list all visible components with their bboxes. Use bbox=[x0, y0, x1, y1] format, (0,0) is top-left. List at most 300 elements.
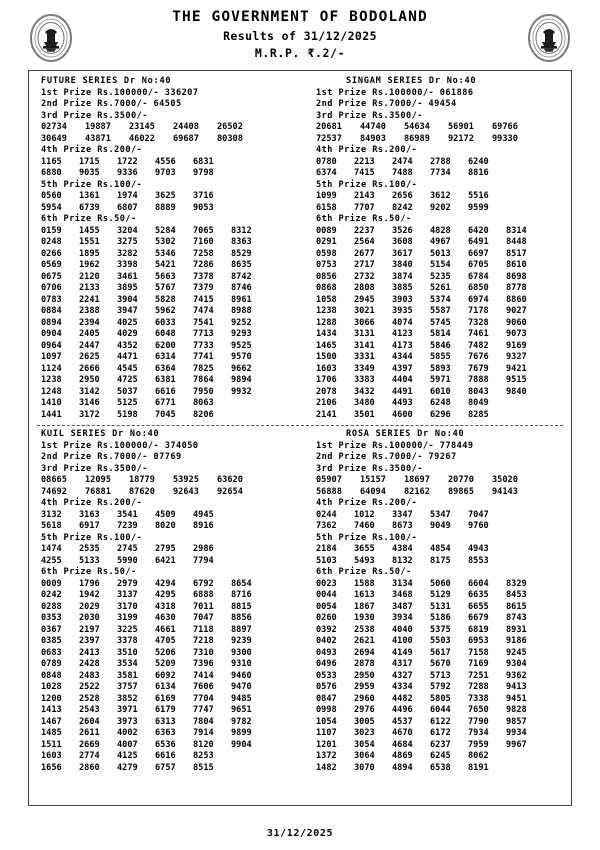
prize-5-line: 5th Prize Rs.100/- bbox=[316, 532, 418, 543]
ticket-number: 8175 bbox=[430, 555, 451, 566]
ticket-number: 5516 bbox=[468, 191, 489, 201]
ticket-number: 6248 bbox=[430, 398, 451, 408]
ticket-number: 7169 bbox=[468, 659, 489, 669]
ticket-number: 0998 bbox=[316, 705, 337, 715]
ticket-number: 8043 bbox=[468, 386, 489, 397]
ticket-number: 6048 bbox=[155, 329, 176, 339]
ticket-number: 3432 bbox=[354, 386, 375, 397]
ticket-number: 76881 bbox=[85, 486, 111, 497]
ticket-number-row bbox=[41, 203, 300, 215]
ticket-number: 4327 bbox=[392, 670, 413, 681]
ticket-number: 23145 bbox=[129, 122, 155, 132]
ticket-number: 3480 bbox=[354, 398, 375, 408]
ticket-number: 4074 bbox=[392, 317, 413, 328]
ticket-number: 6237 bbox=[430, 739, 451, 750]
ticket-number: 3066 bbox=[354, 317, 375, 328]
ticket-number-row bbox=[41, 602, 300, 614]
ticket-number: 8063 bbox=[193, 398, 214, 408]
ticket-number-row bbox=[316, 191, 567, 203]
ticket-number: 6134 bbox=[155, 682, 176, 692]
ticket-number: 0266 bbox=[41, 248, 62, 259]
ticket-number: 2543 bbox=[79, 705, 100, 715]
ticket-number-row bbox=[41, 636, 300, 648]
ticket-number: 3541 bbox=[117, 509, 138, 520]
results-half-top bbox=[33, 76, 567, 421]
ticket-number: 9310 bbox=[231, 659, 252, 669]
ticket-number: 1588 bbox=[354, 578, 375, 589]
ticket-number: 5493 bbox=[354, 555, 375, 566]
ticket-number: 0848 bbox=[41, 670, 62, 681]
ticket-number: 5206 bbox=[155, 647, 176, 658]
ticket-number: 8529 bbox=[231, 248, 252, 259]
ticket-number: 6880 bbox=[41, 168, 62, 178]
prize-3-line: 3rd Prize Rs.3500/- bbox=[316, 463, 423, 474]
ticket-number: 4828 bbox=[430, 225, 451, 236]
ticket-number-row bbox=[316, 694, 567, 706]
ticket-number: 0789 bbox=[41, 659, 62, 669]
ticket-number: 6172 bbox=[430, 728, 451, 738]
ticket-number: 7676 bbox=[468, 352, 489, 362]
prize-1-line: 1st Prize Rs.100000/- 374050 bbox=[41, 440, 199, 451]
ticket-number: 9451 bbox=[506, 693, 527, 704]
ticket-number: 9300 bbox=[231, 647, 252, 658]
ticket-number: 8961 bbox=[231, 294, 252, 305]
national-emblem-icon-left bbox=[28, 12, 74, 64]
ticket-number: 1165 bbox=[41, 156, 62, 167]
ticket-number-row bbox=[41, 659, 300, 671]
ticket-number: 0964 bbox=[41, 340, 62, 351]
ticket-number: 5421 bbox=[155, 260, 176, 270]
ticket-number-row bbox=[316, 521, 567, 533]
ticket-number: 0675 bbox=[41, 271, 62, 282]
ticket-number: 6245 bbox=[430, 751, 451, 761]
ticket-number: 64094 bbox=[360, 486, 386, 497]
ticket-number: 2388 bbox=[79, 306, 100, 316]
ticket-number: 5792 bbox=[430, 682, 451, 692]
ticket-number: 8049 bbox=[468, 398, 489, 408]
ticket-number-row bbox=[41, 590, 300, 602]
ticket-number-row bbox=[316, 272, 567, 284]
ticket-number: 0847 bbox=[316, 693, 337, 704]
prize-1-line: 1st Prize Rs.100000/- 778449 bbox=[316, 440, 474, 451]
prize-5-line: 5th Prize Rs.100/- bbox=[316, 179, 418, 190]
ticket-number: 1124 bbox=[41, 363, 62, 374]
ticket-number: 2241 bbox=[79, 294, 100, 305]
ticket-number-row bbox=[41, 306, 300, 318]
ticket-number-row bbox=[41, 648, 300, 660]
ticket-number: 9327 bbox=[506, 352, 527, 362]
ticket-number: 8191 bbox=[468, 762, 489, 773]
ticket-number: 0242 bbox=[41, 590, 62, 600]
ticket-number: 3895 bbox=[117, 283, 138, 293]
ticket-number: 4007 bbox=[117, 739, 138, 750]
ticket-number: 0009 bbox=[41, 578, 62, 589]
ticket-number: 69766 bbox=[492, 122, 518, 132]
prize-4-line: 4th Prize Rs.200/- bbox=[41, 145, 143, 155]
prize-4-line: 4th Prize Rs.200/- bbox=[41, 498, 143, 508]
ticket-number: 2604 bbox=[79, 716, 100, 727]
ticket-number: 7741 bbox=[193, 352, 214, 362]
ticket-number: 1867 bbox=[354, 601, 375, 612]
ticket-number: 3625 bbox=[155, 191, 176, 201]
ticket-number: 9662 bbox=[231, 363, 252, 374]
ticket-number-row bbox=[41, 237, 300, 249]
ticket-number: 4173 bbox=[392, 340, 413, 351]
ticket-number-row bbox=[316, 682, 567, 694]
ticket-number: 9027 bbox=[506, 306, 527, 316]
ticket-number: 7158 bbox=[468, 647, 489, 658]
ticket-number-row bbox=[41, 410, 300, 422]
ticket-number: 2213 bbox=[354, 156, 375, 167]
ticket-number-row bbox=[316, 487, 567, 499]
ticket-number: 44740 bbox=[360, 122, 386, 132]
ticket-number: 2564 bbox=[354, 237, 375, 247]
ticket-number-row bbox=[41, 475, 300, 487]
ticket-number: 1603 bbox=[316, 363, 337, 374]
ticket-number: 3757 bbox=[117, 682, 138, 692]
ticket-number: 1482 bbox=[316, 762, 337, 773]
ticket-number: 9049 bbox=[430, 521, 451, 531]
ticket-number: 53925 bbox=[173, 475, 199, 485]
ticket-number: 8242 bbox=[392, 202, 413, 213]
ticket-number: 5962 bbox=[155, 306, 176, 316]
national-emblem-icon-right bbox=[526, 12, 572, 64]
ticket-number: 4630 bbox=[155, 613, 176, 623]
ticket-number: 0706 bbox=[41, 283, 62, 293]
ticket-number: 2143 bbox=[354, 191, 375, 201]
ticket-number: 6757 bbox=[155, 762, 176, 773]
ticket-number: 6705 bbox=[468, 260, 489, 270]
ticket-number: 8312 bbox=[231, 225, 252, 236]
ticket-number: 0496 bbox=[316, 659, 337, 669]
ticket-number-row bbox=[41, 191, 300, 203]
ticket-number: 5209 bbox=[155, 659, 176, 669]
ticket-number: 5893 bbox=[430, 363, 451, 374]
ticket-number: 2394 bbox=[79, 317, 100, 328]
ticket-number: 8610 bbox=[506, 260, 527, 270]
ticket-number: 2197 bbox=[79, 624, 100, 635]
ticket-number: 3204 bbox=[117, 225, 138, 236]
ticket-number-row bbox=[316, 636, 567, 648]
ticket-number-row bbox=[316, 751, 567, 763]
series-title: KUIL SERIES Dr No:40 bbox=[41, 429, 160, 439]
ticket-number: 94143 bbox=[492, 486, 518, 497]
ticket-number: 9053 bbox=[193, 202, 214, 213]
ticket-number: 4397 bbox=[392, 363, 413, 374]
ticket-number: 4384 bbox=[392, 544, 413, 554]
ticket-number: 7011 bbox=[193, 601, 214, 612]
ticket-number: 8860 bbox=[506, 294, 527, 305]
ticket-number: 5375 bbox=[430, 624, 451, 635]
ticket-number: 0288 bbox=[41, 601, 62, 612]
ticket-number: 0856 bbox=[316, 271, 337, 282]
ticket-number: 0159 bbox=[41, 225, 62, 236]
ticket-number: 56901 bbox=[448, 122, 474, 132]
ticket-number-row bbox=[41, 487, 300, 499]
ticket-number-row bbox=[41, 375, 300, 387]
ticket-number: 1099 bbox=[316, 191, 337, 201]
ticket-number: 9760 bbox=[468, 521, 489, 531]
ticket-number: 3170 bbox=[117, 601, 138, 612]
ticket-number: 7286 bbox=[193, 260, 214, 270]
ticket-number: 7338 bbox=[468, 693, 489, 704]
ticket-number: 3617 bbox=[392, 248, 413, 259]
ticket-number: 1706 bbox=[316, 375, 337, 385]
ticket-number: 7606 bbox=[193, 682, 214, 692]
ticket-number: 2677 bbox=[354, 248, 375, 259]
ticket-number: 7178 bbox=[468, 306, 489, 316]
ticket-number-row bbox=[316, 341, 567, 353]
ticket-number-row bbox=[41, 364, 300, 376]
ticket-number: 0089 bbox=[316, 225, 337, 236]
ticket-number: 3487 bbox=[392, 601, 413, 612]
ticket-number: 0044 bbox=[316, 590, 337, 600]
ticket-number: 1722 bbox=[117, 156, 138, 167]
ticket-number: 3163 bbox=[79, 509, 100, 520]
ticket-number: 4509 bbox=[155, 509, 176, 520]
ticket-number: 9894 bbox=[231, 375, 252, 385]
ticket-number-row bbox=[316, 625, 567, 637]
ticket-number: 9904 bbox=[231, 739, 252, 750]
ticket-number: 0894 bbox=[41, 317, 62, 328]
ticket-number: 3973 bbox=[117, 716, 138, 727]
ticket-number: 8448 bbox=[506, 237, 527, 247]
ticket-number: 7461 bbox=[468, 329, 489, 339]
ticket-number: 2106 bbox=[316, 398, 337, 408]
ticket-number: 6604 bbox=[468, 578, 489, 589]
ticket-number: 6784 bbox=[468, 271, 489, 282]
ticket-number: 02734 bbox=[41, 122, 67, 132]
ticket-number: 5125 bbox=[117, 398, 138, 408]
ticket-number: 63620 bbox=[217, 475, 243, 485]
ticket-number-row bbox=[41, 387, 300, 399]
ticket-number: 3947 bbox=[117, 306, 138, 316]
ticket-number: 0904 bbox=[41, 329, 62, 339]
ticket-number: 9934 bbox=[506, 728, 527, 738]
series-column-future bbox=[33, 76, 300, 421]
ticket-number: 5347 bbox=[430, 509, 451, 520]
ticket-number: 0753 bbox=[316, 260, 337, 270]
ticket-number: 9703 bbox=[155, 168, 176, 178]
ticket-number: 3070 bbox=[354, 762, 375, 773]
ticket-number-row bbox=[41, 168, 300, 180]
ticket-number: 9073 bbox=[506, 329, 527, 339]
ticket-number: 1238 bbox=[41, 375, 62, 385]
mrp-label: M.R.P. ₹.2/- bbox=[254, 46, 346, 60]
ticket-number-row bbox=[316, 203, 567, 215]
ticket-number: 2538 bbox=[354, 624, 375, 635]
ticket-number: 35020 bbox=[492, 475, 518, 485]
ticket-number: 8615 bbox=[506, 601, 527, 612]
ticket-number: 5828 bbox=[155, 294, 176, 305]
ticket-number: 3904 bbox=[117, 294, 138, 305]
ticket-number: 1441 bbox=[41, 409, 62, 420]
ticket-number: 0260 bbox=[316, 613, 337, 623]
ticket-number: 9840 bbox=[506, 386, 527, 397]
ticket-number: 7379 bbox=[193, 283, 214, 293]
ticket-number: 8020 bbox=[155, 521, 176, 531]
ticket-number: 2808 bbox=[354, 283, 375, 293]
ticket-number: 5846 bbox=[430, 340, 451, 351]
ticket-number-row bbox=[316, 740, 567, 752]
ticket-number: 0683 bbox=[41, 647, 62, 658]
ticket-number: 5261 bbox=[430, 283, 451, 293]
ticket-number: 4545 bbox=[117, 363, 138, 374]
prize-4-line: 4th Prize Rs.200/- bbox=[316, 498, 418, 508]
prize-6-line: 6th Prize Rs.50/- bbox=[316, 567, 412, 577]
ticket-number: 6917 bbox=[79, 521, 100, 531]
ticket-number: 56888 bbox=[316, 486, 342, 497]
ticket-number: 6616 bbox=[155, 751, 176, 761]
ticket-number: 7825 bbox=[193, 363, 214, 374]
ticket-number: 6374 bbox=[316, 168, 337, 178]
series-column-singam bbox=[300, 76, 567, 421]
ticket-number: 4334 bbox=[392, 682, 413, 692]
ticket-number-row bbox=[41, 318, 300, 330]
ticket-number: 3275 bbox=[117, 237, 138, 247]
ticket-number-row bbox=[41, 283, 300, 295]
ticket-number: 3347 bbox=[392, 509, 413, 520]
ticket-number-row bbox=[41, 682, 300, 694]
ticket-number: 2413 bbox=[79, 647, 100, 658]
ticket-number: 7713 bbox=[193, 329, 214, 339]
ticket-number: 1288 bbox=[316, 317, 337, 328]
ticket-number: 3526 bbox=[392, 225, 413, 236]
ticket-number: 9515 bbox=[506, 375, 527, 385]
ticket-number: 4496 bbox=[392, 705, 413, 715]
ticket-number: 3141 bbox=[354, 340, 375, 351]
ticket-number: 4967 bbox=[430, 237, 451, 247]
ticket-number-row bbox=[41, 122, 300, 134]
ticket-number: 2666 bbox=[79, 363, 100, 374]
ticket-number: 46022 bbox=[129, 133, 155, 144]
ticket-number: 6381 bbox=[155, 375, 176, 385]
ticket-number: 1474 bbox=[41, 544, 62, 554]
ticket-number: 2986 bbox=[193, 544, 214, 554]
ticket-number: 3005 bbox=[354, 716, 375, 727]
ticket-number-row bbox=[41, 249, 300, 261]
ticket-number: 8897 bbox=[231, 624, 252, 635]
ticket-number: 19887 bbox=[85, 122, 111, 132]
ticket-number: 8716 bbox=[231, 590, 252, 600]
ticket-number-row bbox=[316, 387, 567, 399]
ticket-number: 43871 bbox=[85, 133, 111, 144]
prize-6-line: 6th Prize Rs.50/- bbox=[41, 214, 137, 224]
ticket-number: 8916 bbox=[193, 521, 214, 531]
ticket-number: 7414 bbox=[193, 670, 214, 681]
ticket-number: 8635 bbox=[231, 260, 252, 270]
ticket-number: 7160 bbox=[193, 237, 214, 247]
ticket-number: 1942 bbox=[79, 590, 100, 600]
ticket-number: 9932 bbox=[231, 386, 252, 397]
ticket-number: 7679 bbox=[468, 363, 489, 374]
ticket-number: 5954 bbox=[41, 202, 62, 213]
ticket-number: 4600 bbox=[392, 409, 413, 420]
ticket-number: 6179 bbox=[155, 705, 176, 715]
ticket-number: 0783 bbox=[41, 294, 62, 305]
ticket-number: 6953 bbox=[468, 636, 489, 646]
ticket-number: 6792 bbox=[193, 578, 214, 589]
ticket-number: 3054 bbox=[354, 739, 375, 750]
ticket-number: 6296 bbox=[430, 409, 451, 420]
ticket-number: 5186 bbox=[430, 613, 451, 623]
ticket-number: 1361 bbox=[79, 191, 100, 201]
ticket-number: 7239 bbox=[117, 521, 138, 531]
ticket-number: 5284 bbox=[155, 225, 176, 236]
ticket-number: 3383 bbox=[354, 375, 375, 385]
ticket-number: 6169 bbox=[155, 693, 176, 704]
ticket-number: 2474 bbox=[392, 156, 413, 167]
ticket-number: 5767 bbox=[155, 283, 176, 293]
ticket-number: 1796 bbox=[79, 578, 100, 589]
ticket-number: 6739 bbox=[79, 202, 100, 213]
ticket-number: 5235 bbox=[430, 271, 451, 282]
ticket-number: 3840 bbox=[392, 260, 413, 270]
ticket-number: 89865 bbox=[448, 486, 474, 497]
ticket-number: 6010 bbox=[430, 386, 451, 397]
ticket-number: 2960 bbox=[354, 693, 375, 704]
ticket-number: 6200 bbox=[155, 340, 176, 351]
ticket-number: 6538 bbox=[430, 762, 451, 773]
ticket-number: 5663 bbox=[155, 271, 176, 282]
ticket-number-row bbox=[41, 694, 300, 706]
ticket-number: 0244 bbox=[316, 509, 337, 520]
ticket-number: 1715 bbox=[79, 156, 100, 167]
ticket-number: 3655 bbox=[354, 544, 375, 554]
ticket-number-row bbox=[316, 671, 567, 683]
ticket-number-row bbox=[41, 728, 300, 740]
ticket-number: 3146 bbox=[79, 398, 100, 408]
ticket-number: 7328 bbox=[468, 317, 489, 328]
ticket-number: 8206 bbox=[193, 409, 214, 420]
ticket-number: 1962 bbox=[79, 260, 100, 270]
ticket-number: 2774 bbox=[79, 751, 100, 761]
ticket-number: 2979 bbox=[117, 578, 138, 589]
footer bbox=[28, 821, 572, 840]
ticket-number-row bbox=[41, 510, 300, 522]
prize-5-line: 5th Prize Rs.100/- bbox=[41, 532, 143, 543]
ticket-number: 0493 bbox=[316, 647, 337, 658]
ticket-number: 2428 bbox=[79, 659, 100, 669]
ticket-number: 2133 bbox=[79, 283, 100, 293]
ticket-number: 5133 bbox=[79, 555, 100, 566]
ticket-number: 3885 bbox=[392, 283, 413, 293]
ticket-number: 0576 bbox=[316, 682, 337, 692]
ticket-number: 0367 bbox=[41, 624, 62, 635]
ticket-number: 24408 bbox=[173, 122, 199, 132]
ticket-number: 0385 bbox=[41, 636, 62, 646]
ticket-number-row bbox=[41, 705, 300, 717]
ticket-number-row bbox=[316, 226, 567, 238]
ticket-number: 3581 bbox=[117, 670, 138, 681]
ticket-number-row bbox=[316, 544, 567, 556]
ticket-number: 87620 bbox=[129, 486, 155, 497]
ticket-number: 7045 bbox=[155, 409, 176, 420]
ticket-number: 4705 bbox=[155, 636, 176, 646]
prize-3-line: 3rd Prize Rs.3500/- bbox=[41, 463, 148, 474]
ticket-number: 0392 bbox=[316, 624, 337, 635]
ticket-number: 2141 bbox=[316, 409, 337, 420]
ticket-number: 9035 bbox=[79, 168, 100, 178]
ticket-number: 7864 bbox=[193, 375, 214, 385]
ticket-number: 3132 bbox=[41, 509, 62, 520]
ticket-number-row bbox=[41, 272, 300, 284]
ticket-number: 2950 bbox=[79, 375, 100, 385]
ticket-number: 6491 bbox=[468, 237, 489, 247]
ticket-number: 7310 bbox=[193, 647, 214, 658]
ticket-number-row bbox=[41, 717, 300, 729]
ticket-number: 7396 bbox=[193, 659, 214, 669]
